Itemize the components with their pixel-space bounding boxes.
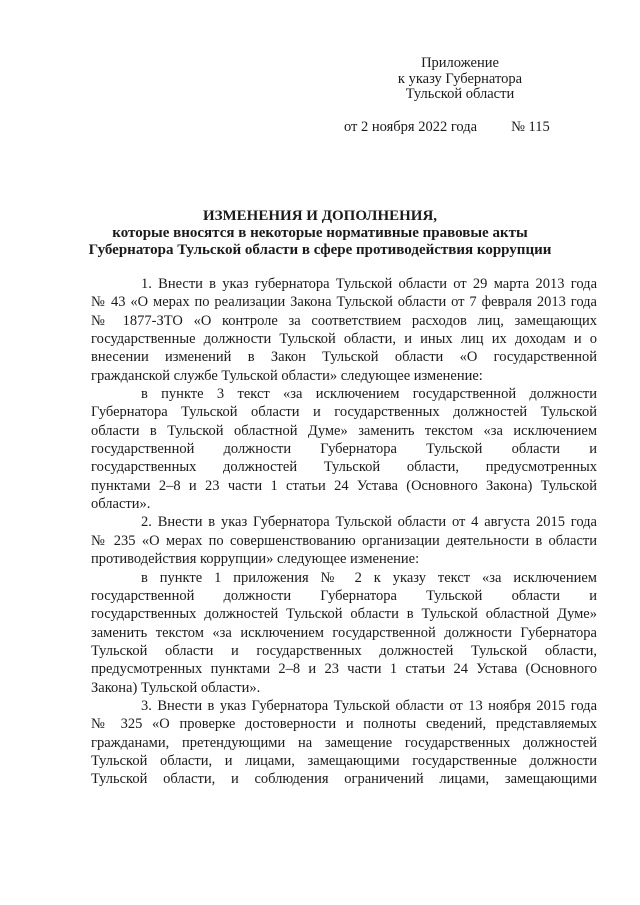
body-line: 2. Внести в указ Губернатора Тульской области от 4 августа 2015 года [141, 514, 597, 531]
decree-number: № 115 [511, 119, 550, 135]
body-line: области». [91, 496, 151, 513]
body-line: государственной должности Губернатора Тульской области и [91, 587, 597, 604]
body-line: Тульской области, и лицами, замещающими государственные должности [91, 752, 597, 769]
appendix-block [380, 56, 540, 103]
body-line: № 1877-ЗТО «О контроле за соответствием расходов лиц, замещающих [91, 312, 597, 329]
body-line: государственной должности Губернатора Тульской области и [91, 441, 597, 458]
body-line: 1. Внести в указ губернатора Тульской области от 29 марта 2013 года [141, 276, 597, 292]
body-line: № 325 «О проверке достоверности и полноты сведений, представляемых [91, 716, 597, 733]
decree-reference [344, 119, 550, 136]
body-line: Тульской области, и соблюдения ограничений лицами, замещающими [91, 771, 597, 788]
body-line: Закона) Тульской области». [91, 679, 261, 696]
body-line: области в Тульской областной Думе» заменить текстом «за исключением [91, 422, 597, 439]
body-line: противодействия коррупции» следующее изменение: [91, 551, 420, 568]
document-body [91, 275, 597, 789]
body-line: государственных должностей Тульской области в Тульской областной Думе» [91, 606, 597, 623]
appendix-line: Тульской области [405, 86, 515, 102]
body-line: 3. Внести в указ Губернатора Тульской области от 13 ноября 2015 года [141, 697, 597, 714]
decree-date: от 2 ноября 2022 года [344, 119, 478, 135]
document-title: ИЗМЕНЕНИЯ И ДОПОЛНЕНИЯ, [202, 208, 438, 224]
body-line: гражданами, претендующими на замещение государственных должностей [91, 734, 597, 751]
body-line: гражданской службе Тульской области» следующее изменение: [91, 367, 483, 384]
body-line: Губернатора Тульской области и государственных должностей Тульской [91, 404, 597, 421]
body-line: внесении изменений в Закон Тульской области «О государственной [91, 349, 597, 366]
body-line: государственные должности Тульской области, и иных лиц их доходам и о [91, 331, 597, 348]
document-subtitle: Губернатора Тульской области в сфере противодействия коррупции [88, 242, 552, 258]
body-line: в пункте 3 текст «за исключением государственной должности [141, 386, 597, 403]
body-line: в пункте 1 приложения № 2 к указу текст «за исключением [141, 569, 597, 586]
appendix-line: к указу Губернатора [397, 70, 523, 87]
document-subtitle: которые вносятся в некоторые нормативные правовые акты [112, 225, 528, 241]
body-line: Тульской области и государственных должностей Тульской области, [91, 642, 597, 659]
body-line: пунктами 2–8 и 23 части 1 статьи 24 Устава (Основного Закона) Тульской [91, 477, 597, 494]
appendix-line: Приложение [421, 55, 499, 71]
body-line: № 235 «О мерах по совершенствованию организации деятельности в области [91, 532, 597, 549]
body-line: № 43 «О мерах по реализации Закона Тульской области от 7 февраля 2013 года [91, 294, 597, 311]
body-line: государственных должностей Тульской области, предусмотренных [91, 459, 597, 476]
body-line: заменить текстом «за исключением государственной должности Губернатора [91, 624, 597, 641]
body-line: предусмотренных пунктами 2–8 и 23 части 1 статьи 24 Устава (Основного [91, 661, 597, 678]
